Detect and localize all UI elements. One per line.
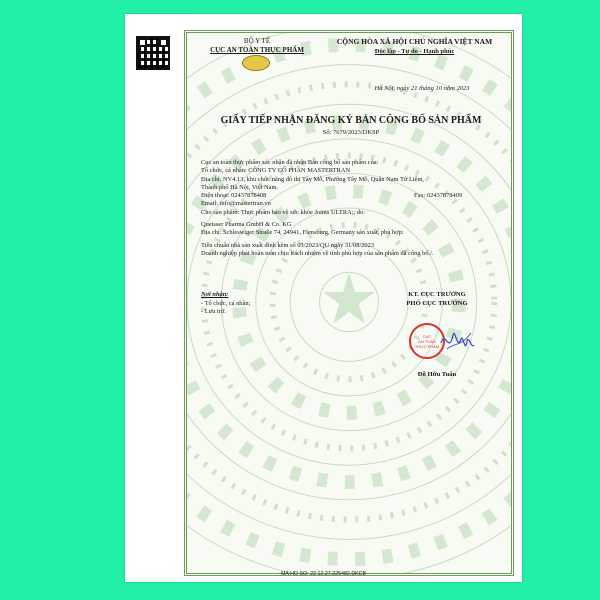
- handwritten-signature: [437, 321, 477, 361]
- stamp-text: THỰC PHẨM: [414, 343, 440, 349]
- phone-number: Điện thoại: 02437878408: [201, 192, 267, 200]
- ministry-name: BỘ Y TẾ: [243, 37, 271, 45]
- address-line-2: Thành phố Hà Nội, Việt Nam.: [201, 183, 279, 191]
- document-number: Số: 7679/2023/DKSP: [322, 129, 380, 136]
- email-line: Email: info@mastertran.vn: [201, 200, 271, 208]
- recipient-item: - Lưu trữ.: [201, 308, 226, 315]
- agency-name: CỤC AN TOÀN THỰC PHẨM: [210, 46, 304, 54]
- recipients-block: [201, 291, 331, 317]
- header-left: [197, 37, 317, 55]
- fax-number: Fax: 02437878409: [414, 192, 463, 200]
- stamp-text: CỤC: [422, 333, 432, 339]
- product-line: Cho sản phẩm: Thực phẩm bảo vệ sức khỏe Joints ULTRA;; do:: [201, 208, 366, 216]
- contact-line: [201, 192, 506, 200]
- document-body: [201, 159, 506, 258]
- signature-title-line-2: PHÓ CỤC TRƯỞNG: [406, 299, 468, 307]
- country-name: CỘNG HÒA XÃ HỘI CHỦ NGHĨA VIỆT NAM: [336, 37, 493, 46]
- standard-line: Tiêu chuẩn nhà sản xuất đính kèm số 03/2023/QU ngày 31/08/2023: [201, 241, 375, 249]
- recipient-item: - Tổ chức, cá nhân;: [201, 299, 251, 307]
- decorative-frame: [184, 30, 514, 576]
- manufacturer-line: Queisser Pharma GmbH & Co. KG: [201, 221, 292, 229]
- national-motto: Độc lập - Tự do - Hạnh phúc: [374, 48, 455, 55]
- organization-line: Tổ chức, cá nhân: CÔNG TY CỔ PHẦN MASTERTRAN: [201, 167, 351, 175]
- qr-code: [136, 36, 170, 70]
- certificate-page: [125, 14, 522, 582]
- place-date: Hà Nội, ngày 21 tháng 10 năm 2023: [374, 85, 470, 92]
- manufacturer-address: Địa chỉ: Schleswiger Straße 74, 24941, Flensburg, Germany sản xuất, phù hợp:: [201, 229, 404, 237]
- signer-name: Đỗ Hữu Tuấn: [417, 371, 457, 378]
- address-line-1: Địa chỉ: NV4.13, khu chức năng đô thị Tây Mỗ, Phường Tây Mỗ, Quận Nam Từ Liêm,: [201, 175, 425, 183]
- recipients-heading: Nơi nhận:: [201, 291, 229, 298]
- intro-line: Cục an toàn thực phẩm xác nhận đã nhận Bản công bố sản phẩm của:: [201, 159, 379, 166]
- signature-title-line-1: KT. CỤC TRƯỞNG: [408, 291, 466, 298]
- signature-title: [377, 291, 497, 308]
- agency-logo: [242, 55, 270, 71]
- document-title: GIẤY TIẾP NHẬN ĐĂNG KÝ BẢN CÔNG BỐ SẢN PHẨM: [220, 115, 482, 126]
- stamp-text: AN TOÀN: [418, 338, 436, 344]
- responsibility-line: Doanh nghiệp phải hoàn toàn chịu trách nhiệm về tính phù hợp của sản phẩm đã công bố./.: [201, 249, 434, 257]
- header-right: [317, 37, 512, 57]
- dossier-code: MA HO SO: 22.12.27.225482.DKCB: [280, 571, 367, 577]
